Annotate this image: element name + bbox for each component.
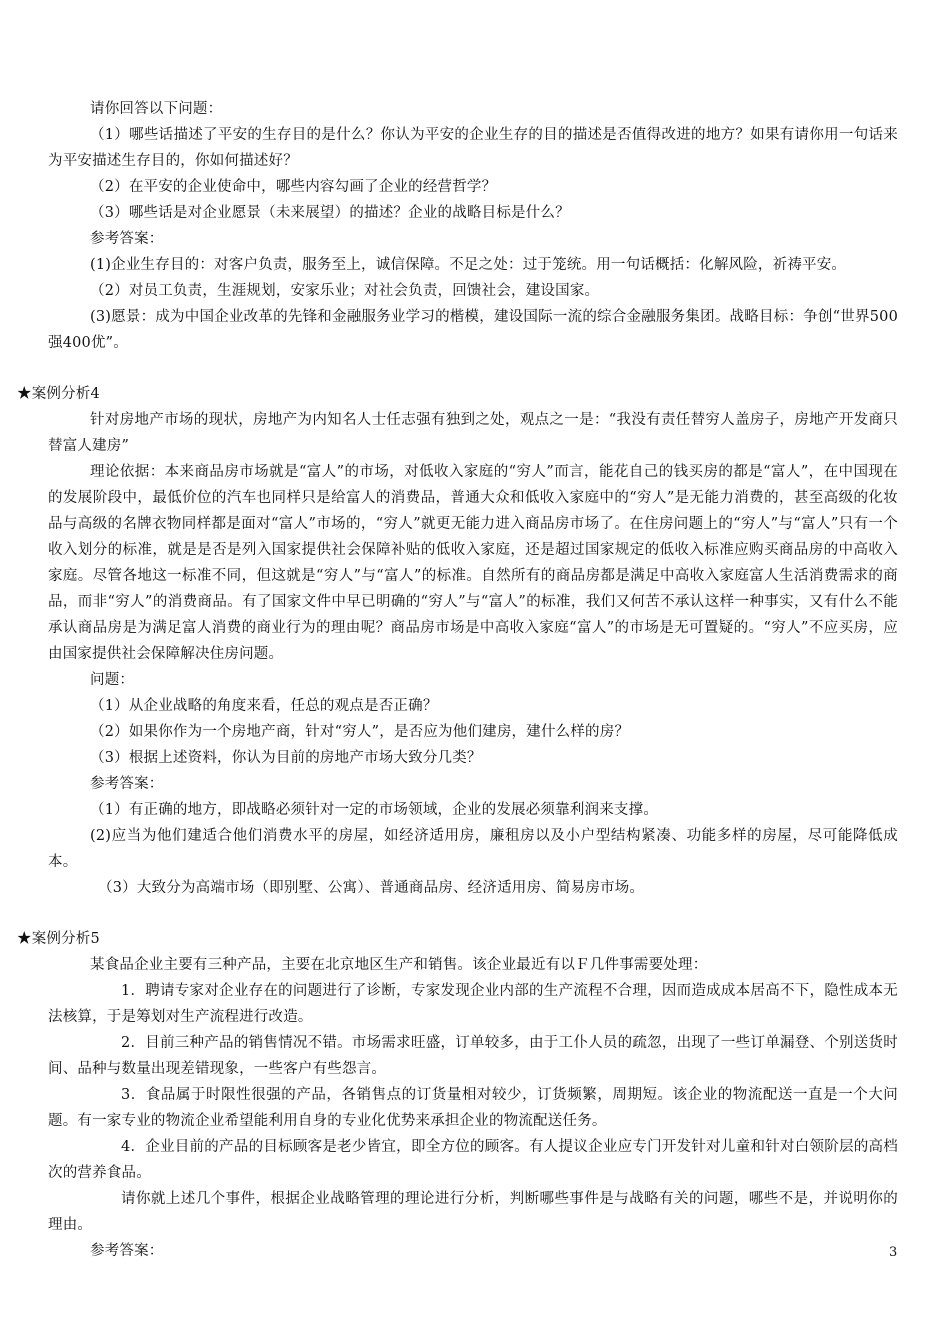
case-4-heading: ★案例分析4 [17,386,100,402]
document-body [17,96,898,1264]
case-5-item: 3．食品属于时限性很强的产品，各销售点的订货量相对较少，订货频繁，周期短。该企业的物流配送一直是一个大问题。有一家专业的物流企业希望能利用自身的专业化优势来承担企业的物流配送任务。 [48,1087,898,1129]
case-5-request: 请你就上述几个事件，根据企业战略管理的理论进行分析，判断哪些事件是与战略有关的问题，哪些不是，并说明你的理由。 [48,1191,898,1233]
case-5-intro: 某食品企业主要有三种产品，主要在北京地区生产和销售。该企业最近有以Ｆ几件事需要处理： [90,957,708,973]
answer-label: 参考答案： [90,231,164,247]
page-number: 3 [889,1245,898,1260]
case-4-question: （3）根据上述资料，你认为目前的房地产市场大致分几类？ [90,750,482,766]
answer-item: （2）对员工负责，生涯规划，安家乐业；对社会负责，回馈社会，建设国家。 [90,283,600,299]
case-4-question: （1）从企业战略的角度来看，任总的观点是否正确？ [90,698,438,714]
case-4-question: （2）如果你作为一个房地产商，针对“穷人”，是否应为他们建房，建什么样的房？ [90,724,630,740]
case-5-item: 1．聘请专家对企业存在的问题进行了诊断，专家发现企业内部的生产流程不合理，因而造成成本居高不下，隐性成本无法核算，于是筹划对生产流程进行改造。 [48,983,898,1025]
case-4-answer: （1）有正确的地方，即战略必须针对一定的市场领域，企业的发展必须靠利润来支撑。 [90,802,659,818]
question-item: （1）哪些话描述了平安的生存目的是什么？你认为平安的企业生存的目的描述是否值得改进的地方？如果有请你用一句话来为平安描述生存目的，你如何描述好？ [48,127,898,169]
question-item: （2）在平安的企业使命中，哪些内容勾画了企业的经营哲学？ [90,179,497,195]
case-5-heading: ★案例分析5 [17,931,100,947]
case-4-question-label: 问题： [90,672,135,688]
case-5-item: 4．企业目前的产品的目标顾客是老少皆宜，即全方位的顾客。有人提议企业应专门开发针对儿童和针对白领阶层的高档次的营养食品。 [48,1139,898,1181]
answer-item: (1)企业生存目的：对客户负责，服务至上，诚信保障。不足之处：过于笼统。用一句话概括：化解风险，祈祷平安。 [90,257,847,273]
case-4-answer: (2)应当为他们建适合他们消费水平的房屋，如经济适用房，廉租房以及小户型结构紧凑、功能多样的房屋，尽可能降低成本。 [48,828,898,870]
question-item: （3）哪些话是对企业愿景（未来展望）的描述？企业的战略目标是什么？ [90,205,570,221]
case-4-answer: （3）大致分为高端市场（即别墅、公寓）、普通商品房、经济适用房、简易房市场。 [98,880,645,896]
case-4-answer-label: 参考答案： [90,776,164,792]
questions-intro: 请你回答以下问题： [90,101,223,117]
answer-item: (3)愿景：成为中国企业改革的先锋和金融服务业学习的楷模，建设国际一流的综合金融服务集团。战略目标：争创“世界500强400优”。 [48,309,898,351]
case-5-item: 2．目前三种产品的销售情况不错。市场需求旺盛，订单较多，由于工仆人员的疏忽，出现了一些订单漏登、个别送货时间、品种与数量出现差错现象，一些客户有些怨言。 [48,1035,898,1077]
case-4-intro: 针对房地产市场的现状，房地产为内知名人士任志强有独到之处，观点之一是：“我没有责任替穷人盖房子，房地产开发商只替富人建房” [48,412,898,454]
case-5-answer-label: 参考答案： [90,1243,164,1259]
case-4-theory: 理论依据：本来商品房市场就是“富人”的市场，对低收入家庭的“穷人”而言，能花自己的钱买房的都是“富人”，在中国现在的发展阶段中，最低价位的汽车也同样只是给富人的消费品，普通大众和低收入家庭中的“穷人”是无能力消费的，甚至高级的化妆品与高级的名牌衣物同样都是面对“富人”市场的，“穷人”就更无能力进入商品房市场了。在住房问题上的“穷人”与“富人”只有一个收入划分的标准，就是是否是列入国家提供社会保障补贴的低收入家庭，还是超过国家规定的低收入标准应购买商品房的中高收入家庭。尽管各地这一标准不同，但这就是“穷人”与“富人”的标准。自然所有的商品房都是满足中高收入家庭富人生活消费需求的商品，而非“穷人”的消费商品。有了国家文件中早已明确的“穷人”与“富人”的标准，我们又何苦不承认这样一种事实，又有什么不能承认商品房是为满足富人消费的商业行为的理由呢？商品房市场是中高收入家庭“富人”的市场是无可置疑的。“穷人”不应买房，应由国家提供社会保障解决住房问题。 [48,464,898,662]
